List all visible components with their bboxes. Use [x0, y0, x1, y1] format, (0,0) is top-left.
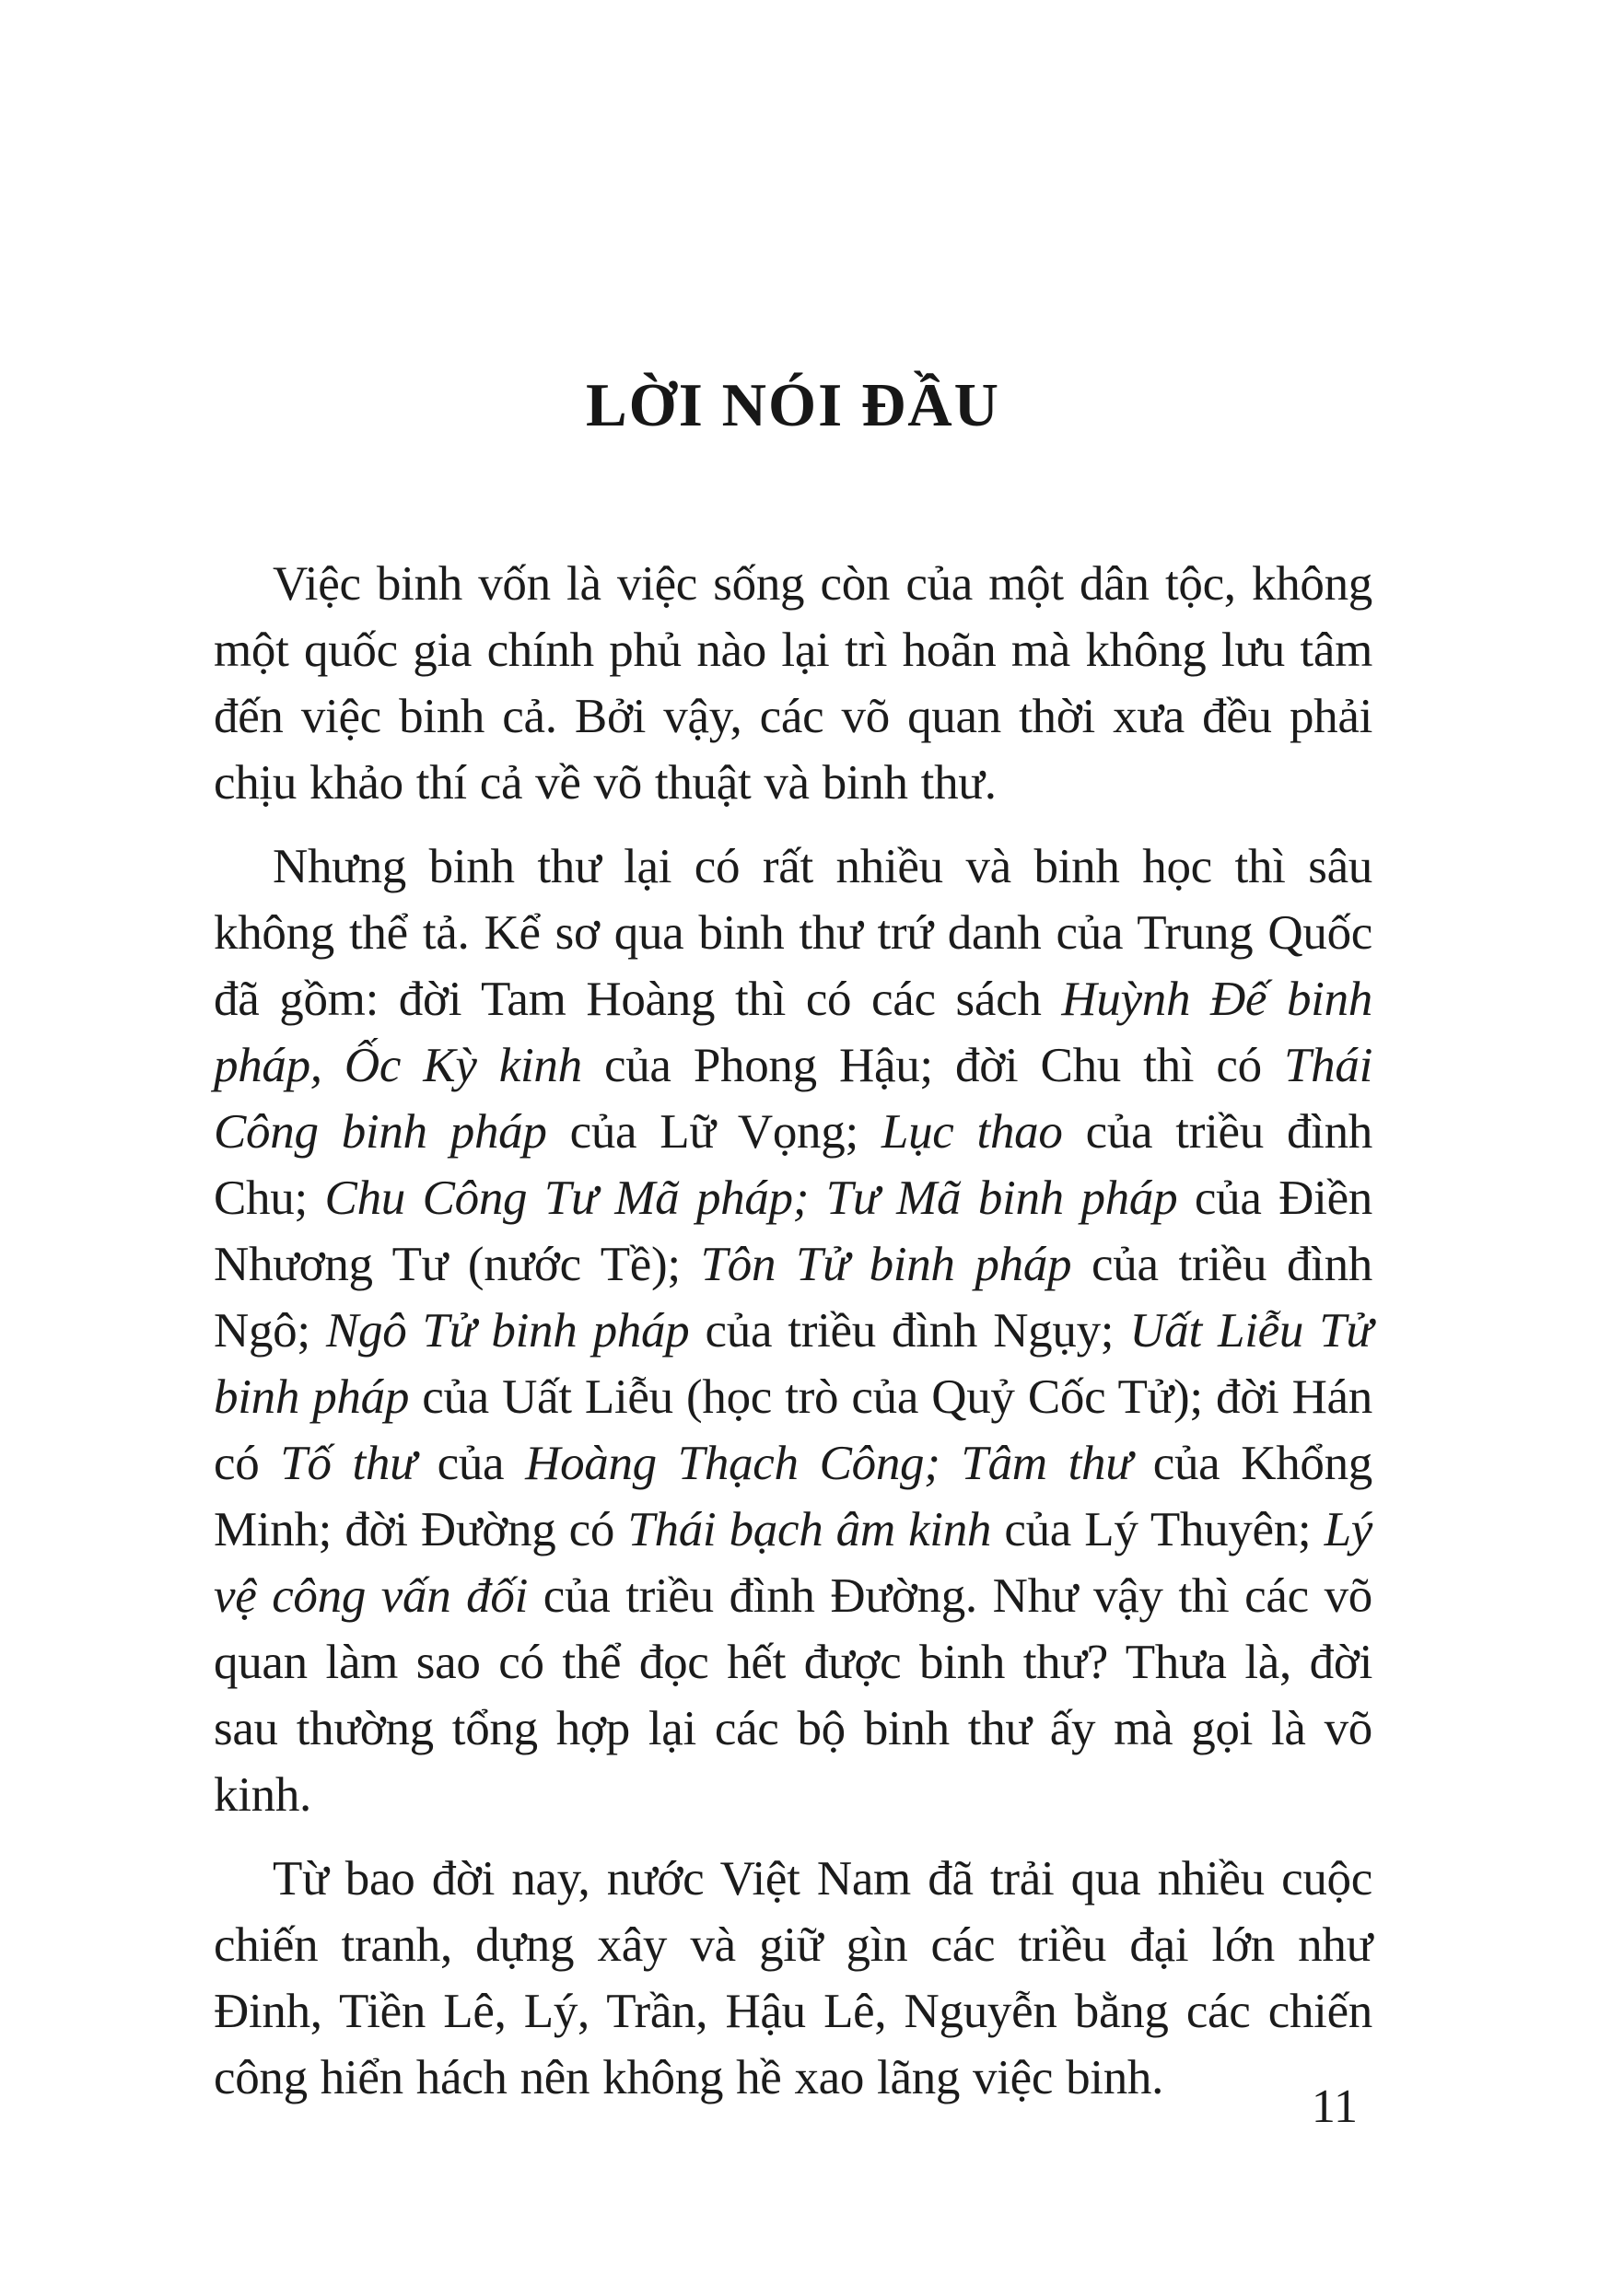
- book-title-run: Thái bạch âm kinh: [627, 1503, 992, 1556]
- book-title-run: Chu Công Tư Mã pháp; Tư Mã binh pháp: [324, 1171, 1178, 1225]
- book-title-run: Lý vệ công vấn đối: [214, 1503, 1373, 1623]
- text-run: của Điền Nhương Tư (nước Tề);: [214, 1171, 1373, 1291]
- text-run: Việc binh vốn là việc sống còn của một dân tộc, không một quốc gia chính phủ nào lại trì hoãn mà không lưu tâm đến việc binh cả. Bởi vậy, các võ quan thời xưa đều phải chịu khảo thí cả về võ thuật và binh thư.: [214, 557, 1372, 810]
- text-run: của triều đình Ngô;: [214, 1238, 1372, 1358]
- text-run: của Lữ Vọng;: [546, 1105, 881, 1159]
- book-title-run: Hoàng Thạch Công; Tâm thư: [525, 1437, 1132, 1490]
- paragraph: [214, 833, 1372, 1828]
- paragraph: [214, 551, 1372, 816]
- book-title-run: Huỳnh Đế binh pháp, Ốc Kỳ kinh: [214, 973, 1372, 1092]
- text-run: của Phong Hậu; đời Chu thì có: [581, 1039, 1284, 1092]
- page-title: LỜI NÓI ĐẦU: [585, 371, 1001, 439]
- text-run: của Khổng Minh; đời Đường có: [214, 1437, 1372, 1556]
- book-title-run: Lục thao: [881, 1105, 1063, 1159]
- text-run: của Uất Liễu (học trò của Quỷ Cốc Tử); đời Hán có: [214, 1370, 1372, 1490]
- page-number: 11: [1311, 2080, 1358, 2133]
- body-text: [214, 551, 1372, 2128]
- book-title-run: Ngô Tử binh pháp: [325, 1304, 690, 1358]
- text-run: của Lý Thuyên;: [991, 1503, 1325, 1556]
- text-run: Nhưng binh thư lại có rất nhiều và binh học thì sâu không thể tả. Kể sơ qua binh thư trứ danh của Trung Quốc đã gồm: đời Tam Hoàng thì có các sách: [214, 840, 1372, 1026]
- text-run: Từ bao đời nay, nước Việt Nam đã trải qua nhiều cuộc chiến tranh, dựng xây và giữ gìn các triều đại lớn như Đinh, Tiền Lê, Lý, Trần, Hậu Lê, Nguyễn bằng các chiến công hiển hách nên không hề xao lãng việc binh.: [214, 1852, 1372, 2104]
- book-title-run: Tố thư: [280, 1437, 416, 1490]
- text-run: của: [415, 1437, 526, 1490]
- book-title-run: Uất Liễu Tử binh pháp: [214, 1304, 1372, 1424]
- book-title-run: Thái Công binh pháp: [214, 1039, 1373, 1159]
- paragraph: [214, 1846, 1372, 2111]
- text-run: của triều đình Đường. Như vậy thì các võ quan làm sao có thể đọc hết được binh thư? Thưa là, đời sau thường tổng hợp lại các bộ binh thư ấy mà gọi là võ kinh.: [214, 1569, 1372, 1822]
- book-title-run: Tôn Tử binh pháp: [700, 1238, 1072, 1291]
- text-run: của triều đình Chu;: [214, 1105, 1372, 1225]
- text-run: của triều đình Ngụy;: [689, 1304, 1130, 1358]
